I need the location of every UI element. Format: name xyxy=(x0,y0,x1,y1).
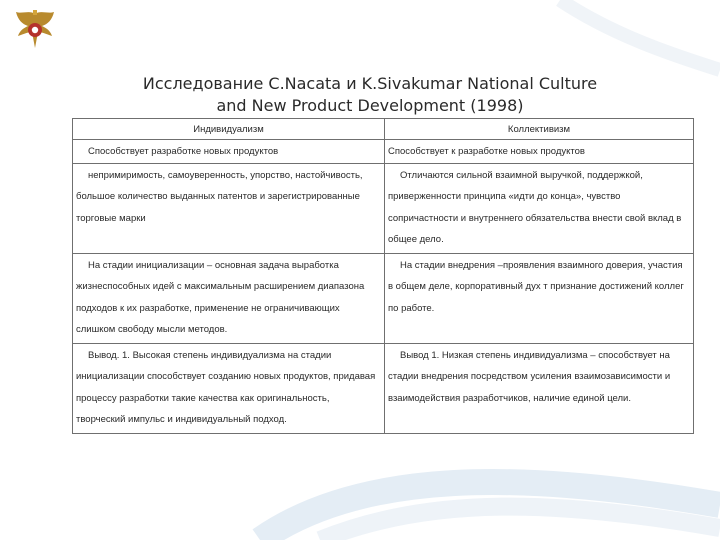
table-row xyxy=(73,140,694,164)
slide-title xyxy=(100,73,640,117)
comparison-table xyxy=(72,118,694,434)
table-header-row xyxy=(73,119,694,140)
row-3-right-text: На стадии внедрения –проявления взаимного доверия, участия в общем деле, корпоративный дух т признание достижений коллег по работе. xyxy=(388,259,684,314)
row-4-right-text: Вывод 1. Низкая степень индивидуализма – способствует на стадии внедрения посредством усиления взаимозависимости и взаимодействия разработчиков, наличие единой цели. xyxy=(388,349,671,404)
table-row xyxy=(73,253,694,343)
header-individualism: Индивидуализм xyxy=(73,119,385,140)
cell-right-row-1 xyxy=(385,140,694,164)
row-2-left-text: непримиримость, самоуверенность, упорство, настойчивость, большое количество выданных патентов и зарегистрированные торговые марки xyxy=(76,169,363,224)
cell-left-row-1 xyxy=(73,140,385,164)
row-2-right-text: Отличаются сильной взаимной выручкой, поддержкой, приверженности принципа «идти до конца», чувство сопричастности и внутреннего обязательства внести свой вклад в общее дело. xyxy=(388,169,682,245)
header-collectivism: Коллективизм xyxy=(385,119,694,140)
table-row xyxy=(73,343,694,433)
cell-right-row-2 xyxy=(385,163,694,253)
cell-left-row-2 xyxy=(73,163,385,253)
cell-right-row-3 xyxy=(385,253,694,343)
row-1-right-text: Способствует к разработке новых продуктов xyxy=(388,146,585,157)
cell-right-row-4 xyxy=(385,343,694,433)
eagle-emblem-logo xyxy=(12,8,58,54)
row-4-left-text: Вывод. 1. Высокая степень индивидуализма на стадии инициализации способствует созданию новых продуктов, придавая процессу разработки такие качества как оригинальность, творческий импульс и индивидуальный подход. xyxy=(76,349,376,425)
title-line-1: Исследование C.Nacata и K.Sivakumar National Culture xyxy=(142,74,598,93)
table-row xyxy=(73,163,694,253)
cell-left-row-3 xyxy=(73,253,385,343)
row-3-left-text: На стадии инициализации – основная задача выработка жизнеспособных идей с максимальным расширением диапазона подходов к их разработке, применение не ограничивающих слишком свободу мысли методов. xyxy=(76,259,365,335)
row-1-left-text: Способствует разработке новых продуктов xyxy=(88,146,279,157)
title-line-2: and New Product Development (1998) xyxy=(216,96,524,115)
cell-left-row-4 xyxy=(73,343,385,433)
